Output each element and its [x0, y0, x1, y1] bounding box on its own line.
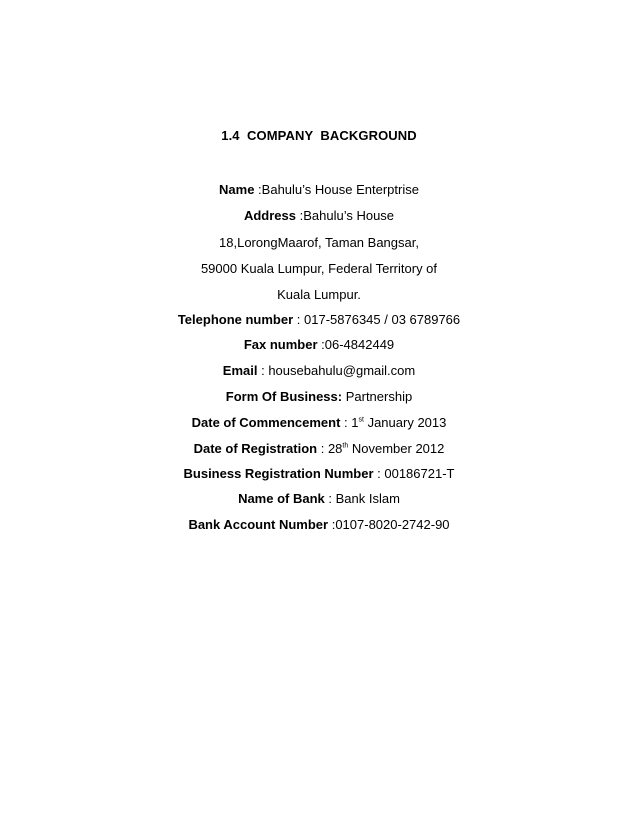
bank-name-row [0, 491, 638, 507]
fax-value: 06-4842449 [324, 337, 395, 352]
bank-name-label: Name of Bank [238, 491, 325, 506]
fax-label: Fax number [243, 337, 318, 352]
registration-day: 28 [327, 441, 343, 456]
brn-value: 00186721-T [384, 466, 455, 481]
address-row [0, 208, 638, 224]
brn-label: Business Registration Number [183, 466, 374, 481]
fax-separator: : [317, 337, 325, 352]
registration-rest: November 2012 [348, 441, 445, 456]
name-value: Bahulu’s House Enterptrise [261, 182, 419, 197]
registration-label: Date of Registration [193, 441, 318, 456]
telephone-value: 017-5876345 / 03 6789766 [304, 312, 461, 327]
form-of-business-row [0, 389, 638, 405]
name-label: Name [219, 182, 255, 197]
form-of-business-value: Partnership [345, 389, 413, 404]
registration-separator: : [317, 441, 328, 456]
bank-name-separator: : [324, 491, 336, 506]
commencement-day-suffix: st [358, 416, 364, 424]
registration-row [0, 441, 638, 457]
address-line-2: 18,LorongMaarof, Taman Bangsar, [219, 235, 419, 250]
commencement-row [0, 415, 638, 431]
section-number: 1.4 [221, 128, 240, 143]
commencement-label: Date of Commencement [191, 415, 341, 430]
address-line-4: Kuala Lumpur. [277, 287, 361, 302]
bank-account-label: Bank Account Number [188, 517, 329, 532]
section-heading [0, 128, 638, 143]
section-title: COMPANY BACKGROUND [247, 128, 417, 143]
address-value: Bahulu’s House [303, 208, 395, 223]
registration-day-suffix: th [342, 442, 349, 450]
address-line-3: 59000 Kuala Lumpur, Federal Territory of [200, 261, 438, 276]
telephone-row [0, 312, 638, 328]
name-separator: : [254, 182, 262, 197]
bank-account-separator: : [328, 517, 336, 532]
name-row [0, 182, 638, 198]
bank-account-row [0, 517, 638, 533]
address-label: Address [243, 208, 296, 223]
commencement-separator: : [340, 415, 352, 430]
fax-row [0, 337, 638, 353]
email-separator: : [257, 363, 269, 378]
commencement-rest: January 2013 [363, 415, 447, 430]
address-separator: : [295, 208, 304, 223]
form-of-business-label: Form Of Business: [225, 389, 343, 404]
bank-account-value: 0107-8020-2742-90 [335, 517, 450, 532]
email-label: Email [222, 363, 258, 378]
bank-name-value: Bank Islam [335, 491, 400, 506]
email-value: housebahulu@gmail.com [268, 363, 416, 378]
email-row [0, 363, 638, 379]
telephone-separator: : [293, 312, 304, 327]
brn-row [0, 466, 638, 482]
telephone-label: Telephone number [177, 312, 294, 327]
commencement-day: 1 [351, 415, 359, 430]
brn-separator: : [373, 466, 385, 481]
